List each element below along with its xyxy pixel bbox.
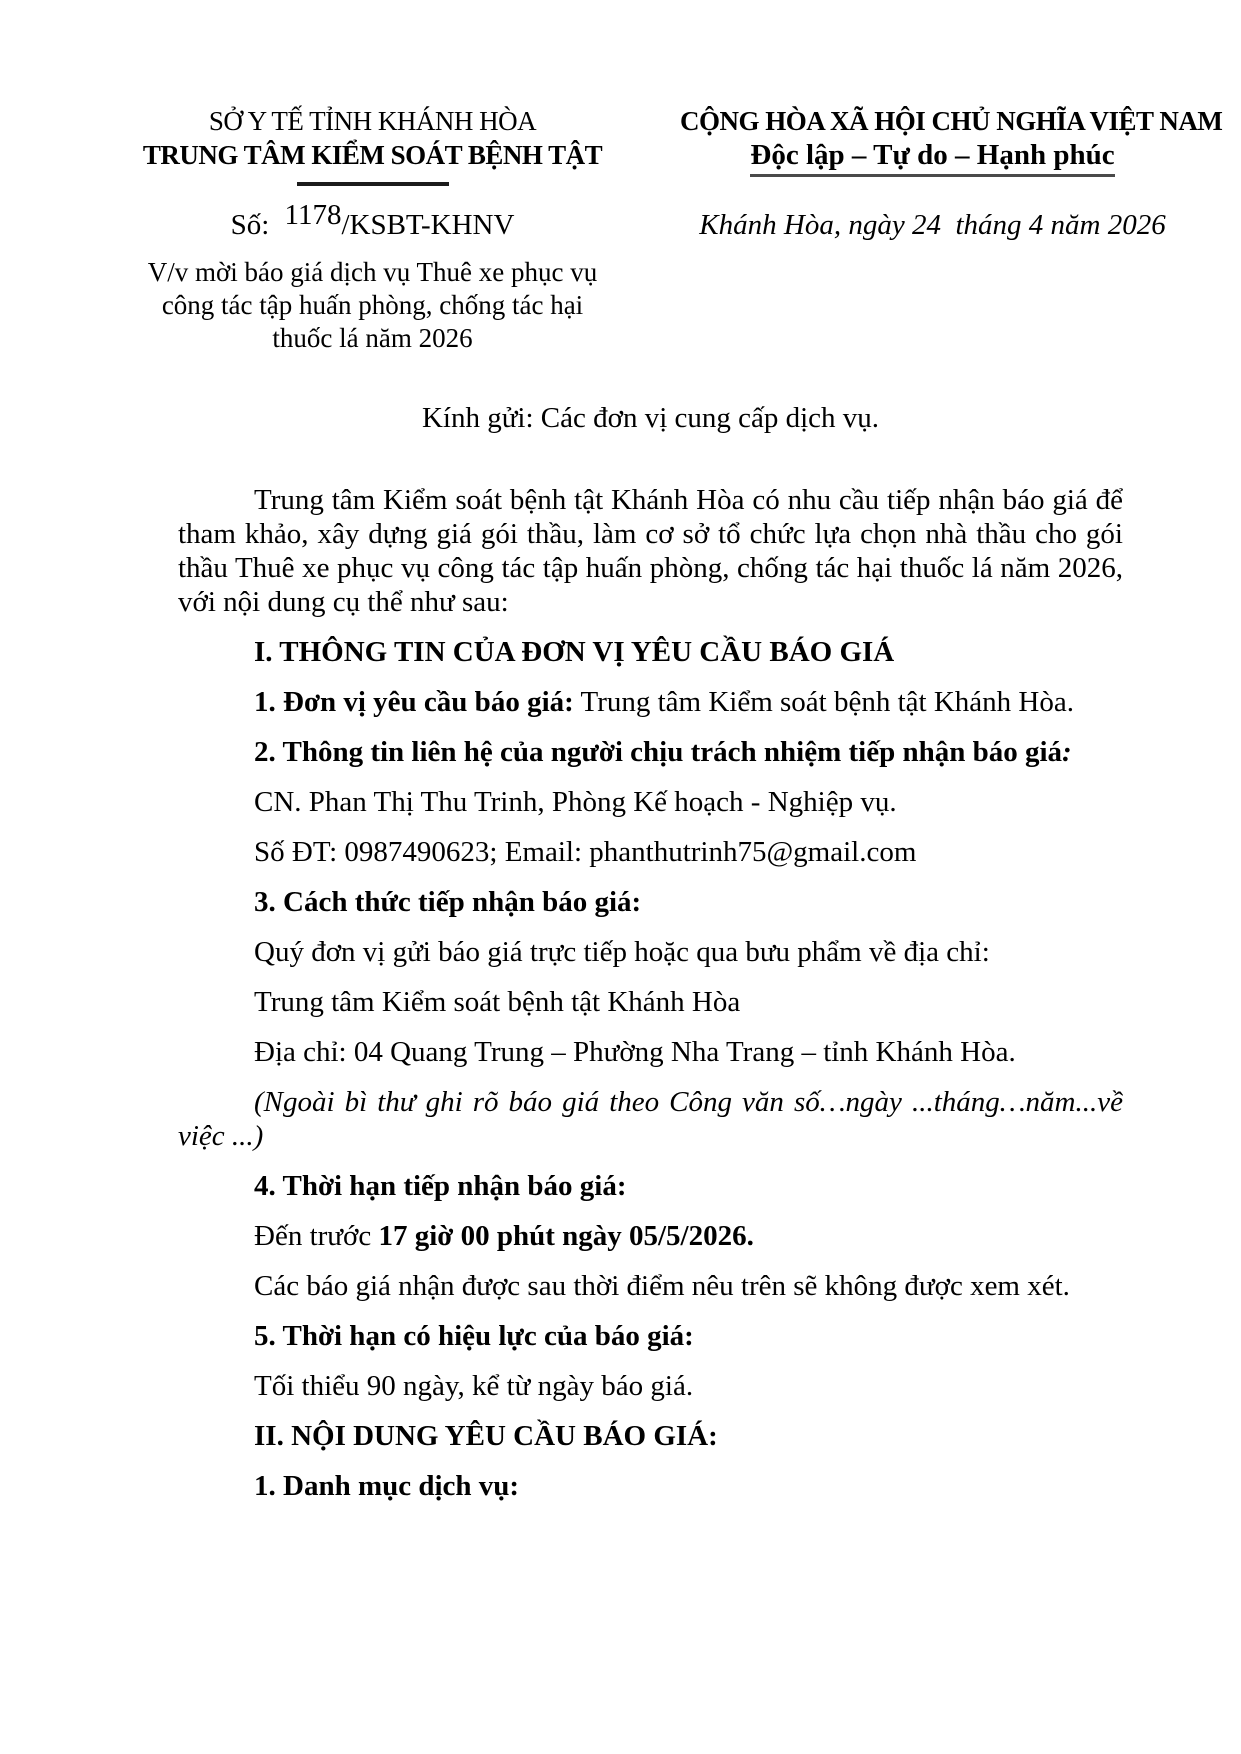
- item-1-label: 1. Đơn vị yêu cầu báo giá:: [254, 686, 574, 718]
- section-1-item-2: [178, 735, 1123, 769]
- document-body: [120, 401, 1185, 1503]
- item-1-text: Trung tâm Kiểm soát bệnh tật Khánh Hòa.: [573, 686, 1074, 718]
- contact-phone-email-line: Số ĐT: 0987490623; Email: phanthutrinh75@gmail.com: [254, 836, 917, 868]
- item-4-late-note: Các báo giá nhận được sau thời điểm nêu trên sẽ không được xem xét.: [254, 1270, 1070, 1302]
- national-motto: Độc lập – Tự do – Hạnh phúc: [750, 138, 1114, 177]
- section-1-item-1: [178, 685, 1123, 719]
- subject-line-3: thuốc lá năm 2026: [272, 323, 473, 353]
- national-motto-block: [680, 104, 1223, 177]
- org-name: TRUNG TÂM KIỂM SOÁT BỆNH TẬT: [142, 140, 603, 170]
- item-2-colon: :: [1062, 736, 1072, 768]
- section-1-heading: I. THÔNG TIN CỦA ĐƠN VỊ YÊU CẦU BÁO GIÁ: [254, 636, 895, 668]
- subject-line-2: công tác tập huấn phòng, chống tác hại: [161, 290, 584, 320]
- intro-paragraph: Trung tâm Kiểm soát bệnh tật Khánh Hòa có nhu cầu tiếp nhận báo giá để tham khảo, xây dựng giá gói thầu, làm cơ sở tổ chức lựa chọn nhà thầu cho gói thầu Thuê xe phục vụ công tác tập huấn phòng, chống tác hại thuốc lá năm 2026, với nội dung cụ thể như sau:: [178, 484, 1123, 618]
- document-number-suffix: /KSBT-KHNV: [341, 209, 515, 241]
- section-1-item-4: 4. Thời hạn tiếp nhận báo giá:: [254, 1170, 627, 1202]
- section-2-heading: II. NỘI DUNG YÊU CẦU BÁO GIÁ:: [254, 1420, 718, 1452]
- subject-block: [120, 256, 625, 355]
- document-header: [120, 104, 1223, 186]
- item-2-label: 2. Thông tin liên hệ của người chịu trách nhiệm tiếp nhận báo giá: [254, 736, 1063, 768]
- item-3-recipient-line: Trung tâm Kiểm soát bệnh tật Khánh Hòa: [254, 986, 741, 1018]
- item-3-address-line: Địa chỉ: 04 Quang Trung – Phường Nha Trang – tỉnh Khánh Hòa.: [254, 1036, 1016, 1068]
- country-title: CỘNG HÒA XÃ HỘI CHỦ NGHĨA VIỆT NAM: [680, 106, 1223, 136]
- deadline-prefix: Đến trước: [254, 1220, 379, 1252]
- item-3-envelope-note: (Ngoài bì thư ghi rõ báo giá theo Công văn số…ngày ...tháng…năm...về việc ...): [178, 1086, 1123, 1152]
- issuing-org-block: [120, 104, 625, 186]
- place-date-line: Khánh Hòa, ngày 24 tháng 4 năm 2026: [699, 209, 1166, 241]
- parent-org-name: SỞ Y TẾ TỈNH KHÁNH HÒA: [208, 106, 537, 136]
- section-1-item-5: 5. Thời hạn có hiệu lực của báo giá:: [254, 1320, 694, 1352]
- section-1-item-3: 3. Cách thức tiếp nhận báo giá:: [254, 886, 642, 918]
- ref-and-date-row: [120, 199, 1185, 242]
- org-name-underline: [297, 182, 449, 186]
- document-number-line: [120, 199, 625, 242]
- deadline-value: 17 giờ 00 phút ngày 05/5/2026.: [378, 1220, 754, 1252]
- item-3-delivery-line: Quý đơn vị gửi báo giá trực tiếp hoặc qua bưu phẩm về địa chỉ:: [254, 936, 990, 968]
- salutation-line: Kính gửi: Các đơn vị cung cấp dịch vụ.: [421, 402, 880, 434]
- document-number-label: Số:: [230, 209, 277, 241]
- document-number-value: 1178: [284, 199, 342, 231]
- item-4-deadline-line: [178, 1219, 1123, 1253]
- subject-line-1: V/v mời báo giá dịch vụ Thuê xe phục vụ: [147, 257, 598, 287]
- item-5-validity-line: Tối thiểu 90 ngày, kể từ ngày báo giá.: [254, 1370, 694, 1402]
- contact-name-line: CN. Phan Thị Thu Trinh, Phòng Kế hoạch - Nghiệp vụ.: [254, 786, 897, 818]
- section-2-item-1: 1. Danh mục dịch vụ:: [254, 1470, 520, 1502]
